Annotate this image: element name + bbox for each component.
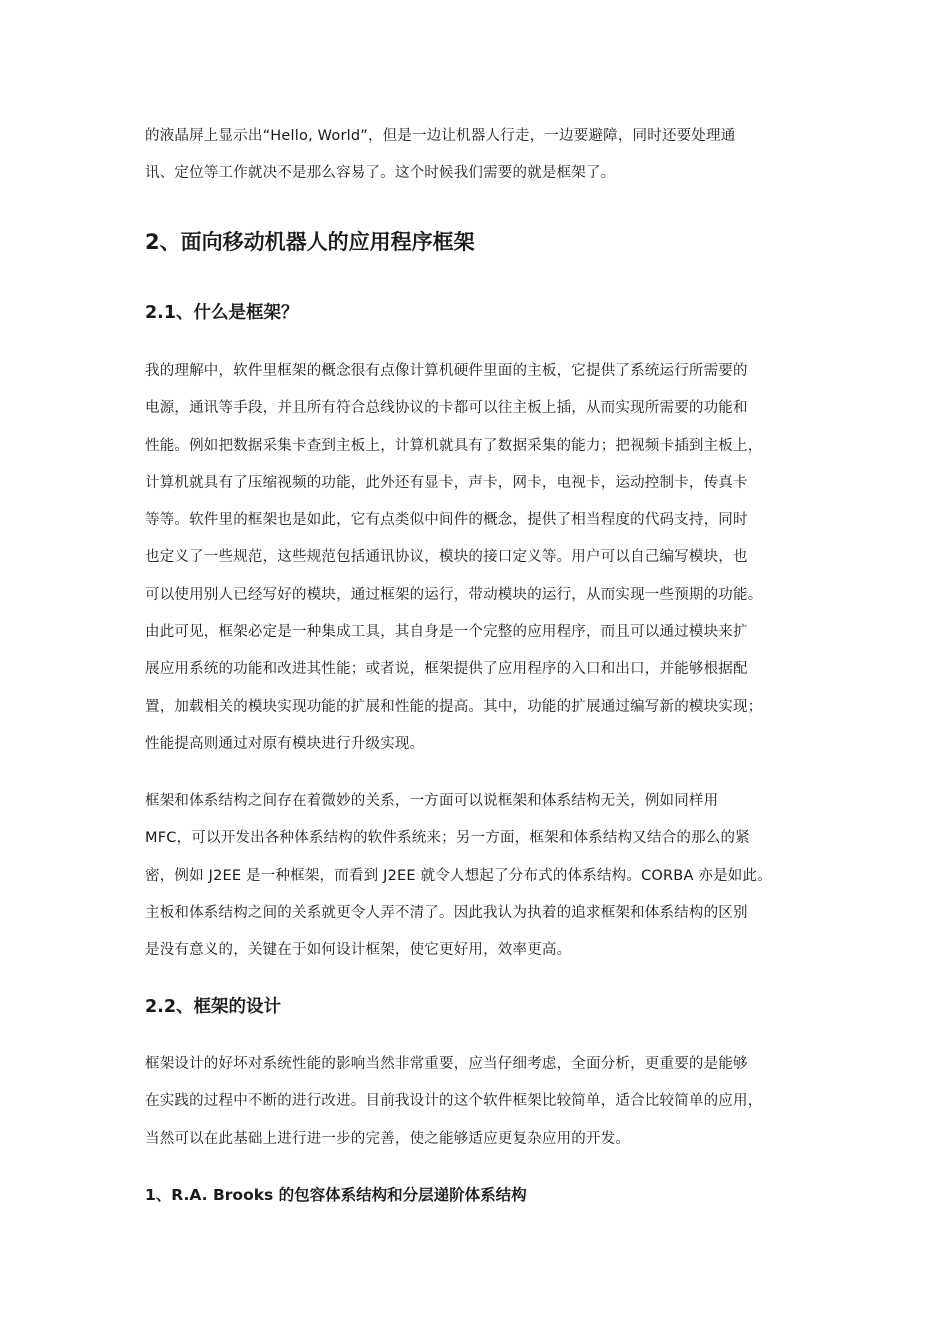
- text-line: 框架设计的好坏对系统性能的影响当然非常重要，应当仔细考虑，全面分析，更重要的是能够: [145, 1056, 748, 1072]
- text-line: 在实践的过程中不断的进行改进。目前我设计的这个软件框架比较简单，适合比较简单的应用，: [145, 1093, 763, 1110]
- text-line: 主板和体系结构之间的关系就更令人弄不清了。因此我认为执着的追求框架和体系结构的区别: [145, 904, 748, 921]
- text-line: 我的理解中，软件里框架的概念很有点像计算机硬件里面的主板，它提供了系统运行所需要的: [145, 363, 748, 379]
- section-2-1-paragraph-2: [145, 783, 810, 969]
- section-2-2-heading: 2.2、框架的设计: [145, 997, 282, 1017]
- text-line: 计算机就具有了压缩视频的功能，此外还有显卡，声卡，网卡，电视卡，运动控制卡，传真卡: [145, 474, 748, 491]
- section-2-1-paragraph-1: [145, 353, 810, 763]
- text-line: 由此可见，框架必定是一种集成工具，其自身是一个完整的应用程序，而且可以通过模块来扩: [145, 624, 748, 641]
- section-2-1-heading: 2.1、什么是框架？: [145, 303, 299, 323]
- text-line: 密，例如 J2EE 是一种框架，而看到 J2EE 就令人想起了分布式的体系结构。CORBA 亦是如此。: [145, 867, 772, 884]
- text-line: 讯、定位等工作就决不是那么容易了。这个时候我们需要的就是框架了。: [145, 165, 616, 182]
- text-line: 置，加载相关的模块实现功能的扩展和性能的提高。其中，功能的扩展通过编写新的模块实现；: [145, 698, 763, 715]
- text-line: 可以使用别人已经写好的模块，通过框架的运行，带动模块的运行，从而实现一些预期的功能。: [145, 586, 763, 603]
- text-line: 等等。软件里的框架也是如此，它有点类似中间件的概念，提供了相当程度的代码支持，同时: [145, 512, 748, 529]
- text-line: 性能。例如把数据采集卡查到主板上，计算机就具有了数据采集的能力；把视频卡插到主板上，: [145, 437, 763, 454]
- text-line: 性能提高则通过对原有模块进行升级实现。: [145, 735, 425, 752]
- text-line: 是没有意义的，关键在于如何设计框架，使它更好用，效率更高。: [145, 942, 572, 959]
- text-line: MFC，可以开发出各种体系结构的软件系统来；另一方面，框架和体系结构又结合的那么的紧: [145, 830, 750, 847]
- text-line: 的液晶屏上显示出“Hello, World”，但是一边让机器人行走，一边要避障，同时还要处理通: [145, 128, 736, 144]
- subsection-1-heading: 1、R.A. Brooks 的包容体系结构和分层递阶体系结构: [145, 1186, 527, 1204]
- intro-paragraph: [145, 118, 810, 193]
- text-line: 也定义了一些规范，这些规范包括通讯协议，模块的接口定义等。用户可以自己编写模块，也: [145, 549, 748, 566]
- text-line: 展应用系统的功能和改进其性能；或者说，框架提供了应用程序的入口和出口，并能够根据配: [145, 661, 748, 678]
- section-2-2-paragraph: [145, 1046, 810, 1158]
- text-line: 当然可以在此基础上进行进一步的完善，使之能够适应更复杂应用的开发。: [145, 1130, 631, 1147]
- text-line: 电源，通讯等手段，并且所有符合总线协议的卡都可以往主板上插，从而实现所需要的功能和: [145, 400, 748, 417]
- text-line: 框架和体系结构之间存在着微妙的关系，一方面可以说框架和体系结构无关，例如同样用: [145, 793, 719, 809]
- section-2-heading: 2、面向移动机器人的应用程序框架: [145, 230, 475, 254]
